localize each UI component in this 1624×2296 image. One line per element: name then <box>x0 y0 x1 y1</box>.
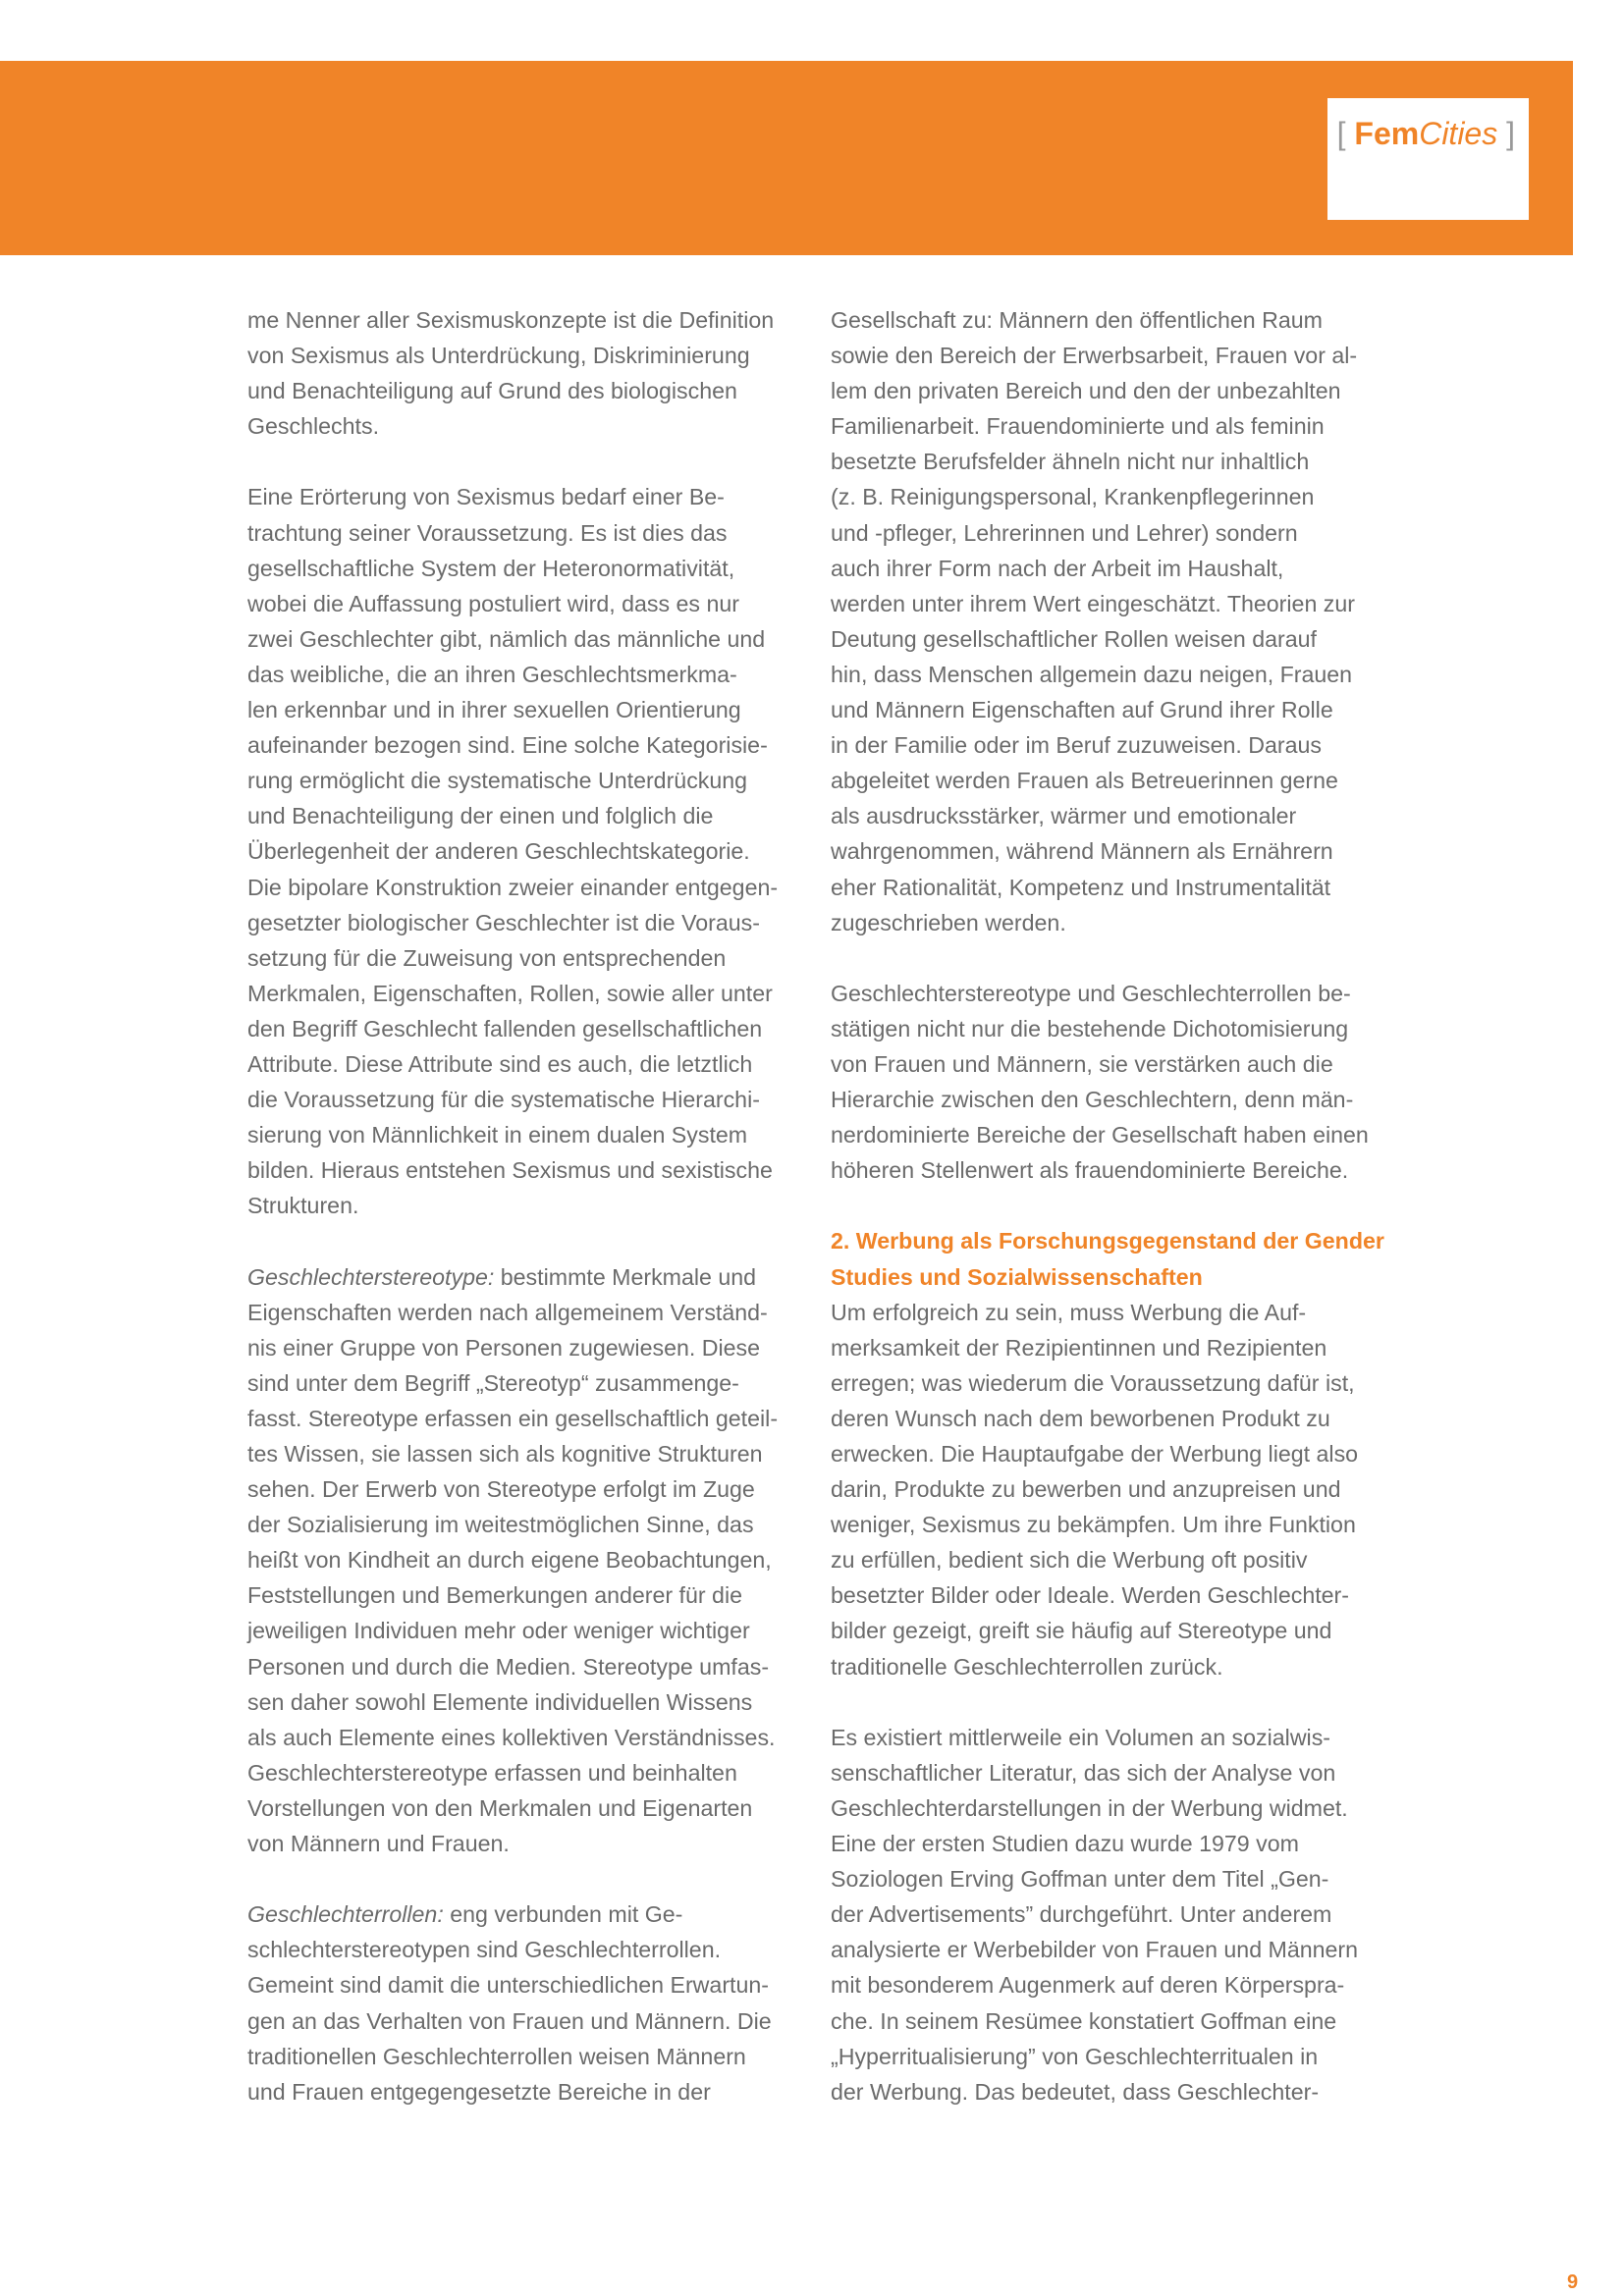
text-line: zugeschrieben werden. <box>831 909 1066 935</box>
text-line: besetzte Berufsfelder ähneln nicht nur inhaltlich <box>831 449 1310 475</box>
text-line: weniger, Sexismus zu bekämpfen. Um ihre Funktion <box>831 1512 1356 1538</box>
text-line: Familienarbeit. Frauendominierte und als feminin <box>831 413 1325 440</box>
right-paragraph-1 <box>831 302 1390 940</box>
logo-box <box>1327 98 1529 220</box>
text-line: me Nenner aller Sexismuskonzepte ist die Definition <box>247 307 775 333</box>
text-line: höheren Stellenwert als frauendominierte Bereiche. <box>831 1157 1349 1184</box>
text-line: bilder gezeigt, greift sie häufig auf Stereotype und <box>831 1618 1332 1644</box>
text-line: auch ihrer Form nach der Arbeit im Haushalt, <box>831 555 1284 581</box>
text-line: nis einer Gruppe von Personen zugewiesen. Diese <box>247 1334 761 1361</box>
text-line: schlechterstereotypen sind Geschlechterrollen. <box>247 1937 722 1963</box>
text-line: (z. B. Reinigungspersonal, Krankenpflegerinnen <box>831 484 1315 510</box>
text-line: und Frauen entgegengesetzte Bereiche in der <box>247 2078 711 2105</box>
text-line: Gesellschaft zu: Männern den öffentlichen Raum <box>831 307 1323 333</box>
text-line: Es existiert mittlerweile ein Volumen an sozialwis- <box>831 1724 1331 1750</box>
term-geschlechterstereotype: Geschlechterstereotype: <box>247 1263 495 1290</box>
text-line: sind unter dem Begriff „Stereotyp“ zusammenge- <box>247 1369 739 1396</box>
logo-fem: Fem <box>1354 116 1420 151</box>
left-paragraph-4 <box>247 1896 807 2109</box>
text-line: wahrgenommen, während Männern als Ernährern <box>831 838 1333 865</box>
text-line: werden unter ihrem Wert eingeschätzt. Theorien zur <box>831 590 1356 616</box>
text-line: Geschlechts. <box>247 413 380 440</box>
paragraph-spacer <box>831 1684 1390 1720</box>
text-line: sen daher sowohl Elemente individuellen Wissens <box>247 1688 753 1715</box>
text-line: Personen und durch die Medien. Stereotype umfas- <box>247 1653 770 1680</box>
heading-line: 2. Werbung als Forschungsgegenstand der Gender <box>831 1228 1384 1255</box>
right-column <box>831 302 1390 2109</box>
text-line: analysierte er Werbebilder von Frauen und Männern <box>831 1937 1359 1963</box>
text-line: nerdominierte Bereiche der Gesellschaft haben einen <box>831 1122 1369 1148</box>
paragraph-spacer <box>247 444 807 479</box>
text-line: die Voraussetzung für die systematische Hierarchi- <box>247 1087 760 1113</box>
text-line: als auch Elemente eines kollektiven Verständnisses. <box>247 1724 776 1750</box>
text-line: erwecken. Die Hauptaufgabe der Werbung liegt also <box>831 1441 1359 1467</box>
left-paragraph-3 <box>247 1259 807 1862</box>
text-line: merksamkeit der Rezipientinnen und Rezipienten <box>831 1334 1327 1361</box>
logo-bracket-close: ] <box>1497 116 1515 151</box>
text-line: hin, dass Menschen allgemein dazu neigen, Frauen <box>831 661 1353 687</box>
term-geschlechterrollen: Geschlechterrollen: <box>247 1901 444 1928</box>
text-line: Feststellungen und Bemerkungen anderer für die <box>247 1582 742 1609</box>
text-line: Eine der ersten Studien dazu wurde 1979 vom <box>831 1831 1299 1857</box>
text-line: gen an das Verhalten von Frauen und Männern. Die <box>247 2007 772 2034</box>
text-line: Soziologen Erving Goffman unter dem Titel „Gen- <box>831 1866 1329 1893</box>
text-line: sehen. Der Erwerb von Stereotype erfolgt im Zuge <box>247 1476 755 1503</box>
text-line: „Hyperritualisierung” von Geschlechterritualen in <box>831 2043 1319 2069</box>
text-line: heißt von Kindheit an durch eigene Beobachtungen, <box>247 1547 772 1574</box>
text-line: der Werbung. Das bedeutet, dass Geschlechter- <box>831 2078 1320 2105</box>
text-line: das weibliche, die an ihren Geschlechtsmerkma- <box>247 661 737 687</box>
text-line: Geschlechterstereotype erfassen und beinhalten <box>247 1759 737 1786</box>
page-number: 9 <box>1567 2271 1579 2293</box>
paragraph-spacer <box>247 1223 807 1258</box>
text-line: Attribute. Diese Attribute sind es auch, die letztlich <box>247 1050 753 1077</box>
text-line: jeweiligen Individuen mehr oder weniger wichtiger <box>247 1618 750 1644</box>
text-line: sierung von Männlichkeit in einem dualen System <box>247 1122 748 1148</box>
text-line: und Benachteiligung auf Grund des biologischen <box>247 378 737 404</box>
left-paragraph-1 <box>247 302 807 444</box>
text-line: erregen; was wiederum die Voraussetzung dafür ist, <box>831 1369 1355 1396</box>
text-line: tes Wissen, sie lassen sich als kognitive Strukturen <box>247 1441 763 1467</box>
text-line: traditionelle Geschlechterrollen zurück. <box>831 1653 1223 1680</box>
text-line: zu erfüllen, bedient sich die Werbung oft positiv <box>831 1547 1308 1574</box>
text-line: Überlegenheit der anderen Geschlechtskategorie. <box>247 838 750 865</box>
text-line: als ausdrucksstärker, wärmer und emotionaler <box>831 803 1297 829</box>
text-line: gesellschaftliche System der Heteronormativität, <box>247 555 735 581</box>
text-line: lem den privaten Bereich und den der unbezahlten <box>831 378 1341 404</box>
text-line: eher Rationalität, Kompetenz und Instrumentalität <box>831 874 1331 900</box>
text-line: Hierarchie zwischen den Geschlechtern, denn män- <box>831 1087 1354 1113</box>
text-line: Eine Erörterung von Sexismus bedarf einer Be- <box>247 484 725 510</box>
text-line: Geschlechterdarstellungen in der Werbung widmet. <box>831 1794 1348 1821</box>
logo-cities: Cities <box>1419 116 1498 151</box>
text-line: trachtung seiner Voraussetzung. Es ist dies das <box>247 519 728 546</box>
right-paragraph-4 <box>831 1720 1390 2109</box>
text-line: Gemeint sind damit die unterschiedlichen Erwartun- <box>247 1972 769 1999</box>
text-line: traditionellen Geschlechterrollen weisen Männern <box>247 2043 746 2069</box>
text-line: Merkmalen, Eigenschaften, Rollen, sowie aller unter <box>247 980 773 1006</box>
text-line: darin, Produkte zu bewerben und anzupreisen und <box>831 1476 1341 1503</box>
text-line: den Begriff Geschlecht fallenden gesellschaftlichen <box>247 1015 763 1041</box>
text-line: und Benachteiligung der einen und folglich die <box>247 803 714 829</box>
text-line: abgeleitet werden Frauen als Betreuerinnen gerne <box>831 768 1338 794</box>
left-column <box>247 302 807 2109</box>
text-line: mit besonderem Augenmerk auf deren Körperspra- <box>831 1972 1345 1999</box>
header-band <box>0 61 1573 255</box>
paragraph-spacer <box>247 1861 807 1896</box>
text-line: von Männern und Frauen. <box>247 1831 510 1857</box>
text-line: in der Familie oder im Beruf zuzuweisen. Daraus <box>831 732 1323 759</box>
text-line: che. In seinem Resümee konstatiert Goffman eine <box>831 2007 1337 2034</box>
text-line: Die bipolare Konstruktion zweier einander entgegen- <box>247 874 779 900</box>
text-run: eng verbunden mit Ge- <box>443 1901 683 1928</box>
text-line: Eigenschaften werden nach allgemeinem Verständ- <box>247 1299 768 1325</box>
logo-bracket-open: [ <box>1336 116 1355 151</box>
text-line: und Männern Eigenschaften auf Grund ihrer Rolle <box>831 697 1333 723</box>
text-line: Strukturen. <box>247 1193 359 1219</box>
text-line: senschaftlicher Literatur, das sich der Analyse von <box>831 1759 1336 1786</box>
text-line: und -pfleger, Lehrerinnen und Lehrer) sondern <box>831 519 1298 546</box>
left-paragraph-2 <box>247 479 807 1223</box>
right-paragraph-2 <box>831 976 1390 1189</box>
right-paragraph-3 <box>831 1295 1390 1684</box>
text-line: wobei die Auffassung postuliert wird, dass es nur <box>247 590 739 616</box>
text-line: deren Wunsch nach dem beworbenen Produkt zu <box>831 1405 1330 1431</box>
text-line: von Sexismus als Unterdrückung, Diskriminierung <box>247 343 750 369</box>
text-line: von Frauen und Männern, sie verstärken auch die <box>831 1050 1333 1077</box>
text-line: Vorstellungen von den Merkmalen und Eigenarten <box>247 1794 753 1821</box>
text-line: Deutung gesellschaftlicher Rollen weisen darauf <box>831 625 1317 652</box>
text-line: setzung für die Zuweisung von entsprechenden <box>247 944 727 971</box>
text-line: zwei Geschlechter gibt, nämlich das männliche und <box>247 625 766 652</box>
text-run: bestimmte Merkmale und <box>494 1263 757 1290</box>
text-line: len erkennbar und in ihrer sexuellen Orientierung <box>247 697 741 723</box>
paragraph-spacer <box>831 940 1390 976</box>
text-line: sowie den Bereich der Erwerbsarbeit, Frauen vor al- <box>831 343 1358 369</box>
text-line: der Sozialisierung im weitestmöglichen Sinne, das <box>247 1512 754 1538</box>
text-line: stätigen nicht nur die bestehende Dichotomisierung <box>831 1015 1349 1041</box>
text-line: besetzter Bilder oder Ideale. Werden Geschlechter- <box>831 1582 1350 1609</box>
text-line: der Advertisements” durchgeführt. Unter anderem <box>831 1901 1332 1928</box>
text-line: Geschlechterstereotype und Geschlechterrollen be- <box>831 980 1351 1006</box>
text-line: bilden. Hieraus entstehen Sexismus und sexistische <box>247 1157 773 1184</box>
text-line <box>247 1896 807 1932</box>
paragraph-spacer <box>831 1188 1390 1223</box>
text-line: Um erfolgreich zu sein, muss Werbung die Auf- <box>831 1299 1307 1325</box>
text-line: gesetzter biologischer Geschlechter ist die Voraus- <box>247 909 760 935</box>
text-line: rung ermöglicht die systematische Unterdrückung <box>247 768 748 794</box>
text-line <box>247 1259 807 1295</box>
text-line: aufeinander bezogen sind. Eine solche Kategorisie- <box>247 732 768 759</box>
text-line: fasst. Stereotype erfassen ein gesellschaftlich geteil- <box>247 1405 779 1431</box>
section-heading <box>831 1223 1390 1294</box>
femcities-logo <box>1337 116 1515 152</box>
heading-line: Studies und Sozialwissenschaften <box>831 1263 1203 1290</box>
